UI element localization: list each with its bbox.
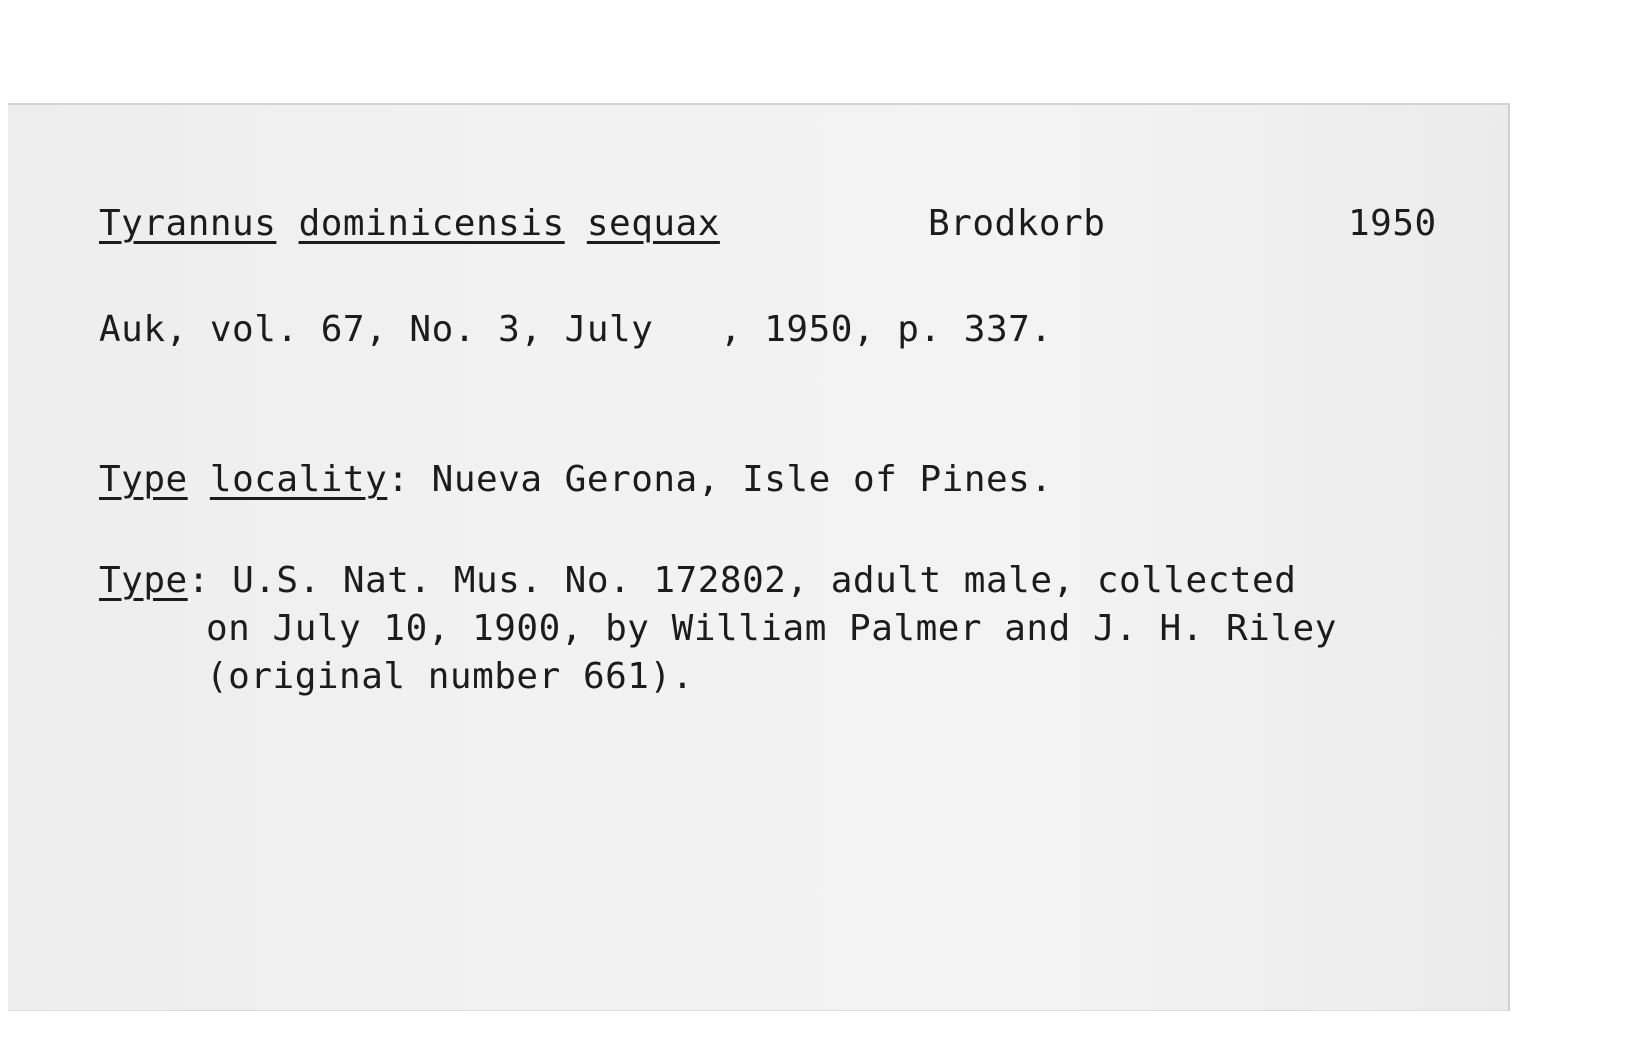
type-line-2: on July 10, 1900, by William Palmer and J. H. Riley xyxy=(206,608,1337,649)
type-label: Type xyxy=(99,560,188,601)
species: dominicensis xyxy=(298,203,565,244)
author: Brodkorb xyxy=(928,203,1106,244)
type-locality xyxy=(99,456,1053,504)
type-line-1 xyxy=(99,557,1296,605)
type-line-3: (original number 661). xyxy=(206,656,694,697)
genus: Tyrannus xyxy=(99,203,277,244)
year: 1950 xyxy=(1348,203,1437,244)
scientific-name xyxy=(99,200,720,248)
type-locality-label-1: Type xyxy=(99,459,188,500)
type-locality-colon: : xyxy=(387,459,410,500)
type-colon: : xyxy=(187,560,210,601)
subspecies: sequax xyxy=(586,203,720,244)
citation: Auk, vol. 67, No. 3, July , 1950, p. 337. xyxy=(99,309,1053,350)
type-locality-label-2: locality xyxy=(209,459,388,500)
type-line-1-text: U.S. Nat. Mus. No. 172802, adult male, collected xyxy=(209,560,1297,601)
type-locality-value: Nueva Gerona, Isle of Pines. xyxy=(409,459,1053,500)
